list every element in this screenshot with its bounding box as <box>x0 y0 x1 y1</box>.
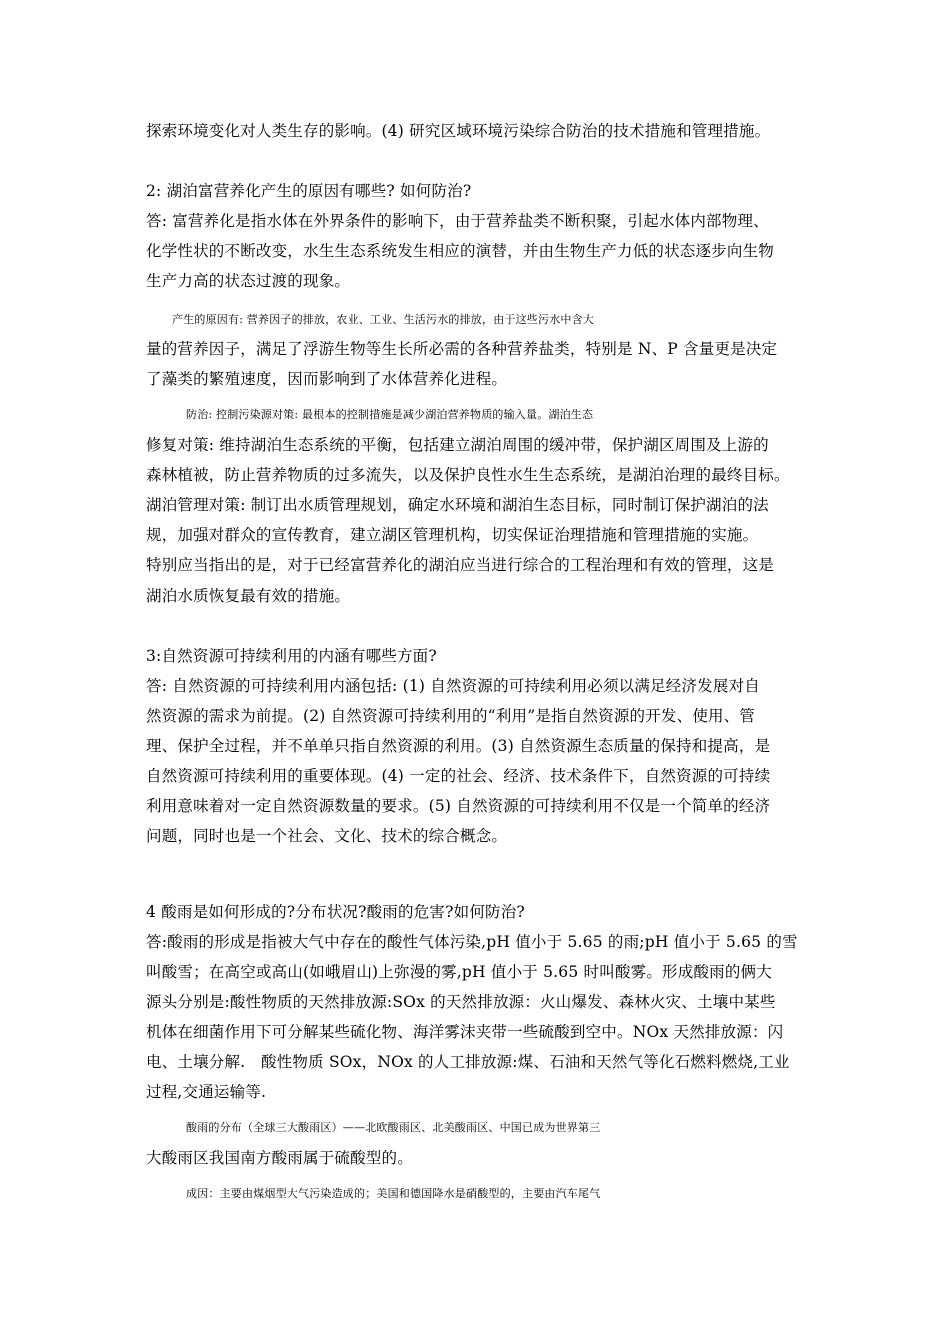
text-line: 湖泊管理对策: 制订出水质管理规划，确定水环境和湖泊生态目标，同时制订保护湖泊的法 <box>146 496 769 514</box>
text-line: 特别应当指出的是，对于已经富营养化的湖泊应当进行综合的工程治理和有效的管理，这是 <box>146 556 775 574</box>
question-heading: 3:自然资源可持续利用的内涵有哪些方面? <box>146 647 437 665</box>
text-line: 答: 自然资源的可持续利用内涵包括: (1) 自然资源的可持续利用必须以满足经济发展对自 <box>146 677 760 695</box>
text-line: 量的营养因子，满足了浮游生物等生长所必需的各种营养盐类，特别是 N、P 含量更是决定 <box>146 340 778 358</box>
text-line: 修复对策: 维持湖泊生态系统的平衡，包括建立湖泊周围的缓冲带，保护湖区周围及上游的 <box>146 436 769 454</box>
text-line: 答:酸雨的形成是指被大气中存在的酸性气体污染,pH 值小于 5.65 的雨;pH 值小于 5.65 的雪 <box>146 933 798 951</box>
text-line: 叫酸雪；在高空或高山(如峨眉山)上弥漫的雾,pH 值小于 5.65 时叫酸雾。形成酸雨的俩大 <box>146 963 772 981</box>
text-line: 生产力高的状态过渡的现象。 <box>146 272 351 290</box>
text-line: 源头分别是:酸性物质的天然排放源:SOx 的天然排放源：火山爆发、森林火灾、土壤中某些 <box>146 993 776 1011</box>
text-line: 然资源的需求为前提。(2) 自然资源可持续利用的“利用”是指自然资源的开发、使用、管 <box>146 707 756 725</box>
text-line: 酸雨的分布（全球三大酸雨区）——北欧酸雨区、北美酸雨区、中国已成为世界第三 <box>186 1121 601 1134</box>
text-line: 了藻类的繁殖速度，因而影响到了水体营养化进程。 <box>146 370 508 388</box>
text-line: 规，加强对群众的宣传教育，建立湖区管理机构，切实保证治理措施和管理措施的实施。 <box>146 526 759 544</box>
text-line: 化学性状的不断改变，水生生态系统发生相应的演替，并由生物生产力低的状态逐步向生物 <box>146 242 775 260</box>
text-line: 自然资源可持续利用的重要体现。(4) 一定的社会、经济、技术条件下，自然资源的可持续 <box>146 767 771 785</box>
text-line: 成因：主要由煤烟型大气污染造成的；美国和德国降水是硝酸型的，主要由汽车尾气 <box>186 1187 601 1200</box>
text-line: 湖泊水质恢复最有效的措施。 <box>146 587 351 605</box>
question-heading: 4 酸雨是如何形成的?分布状况?酸雨的危害?如何防治? <box>146 903 525 921</box>
text-line: 机体在细菌作用下可分解某些硫化物、海洋雾沫夹带一些硫酸到空中。NOx 天然排放源：闪 <box>146 1023 784 1041</box>
text-line: 大酸雨区我国南方酸雨属于硫酸型的。 <box>146 1149 413 1167</box>
text-line: 产生的原因有: 营养因子的排放，农业、工业、生活污水的排放，由于这些污水中含大 <box>172 313 594 326</box>
text-line: 电、土壤分解. 酸性物质 SOx，NOx 的人工排放源:煤、石油和天然气等化石燃料燃烧,工业 <box>146 1053 790 1071</box>
text-line: 问题，同时也是一个社会、文化、技术的综合概念。 <box>146 827 508 845</box>
text-line: 过程,交通运输等. <box>146 1083 267 1101</box>
text-line: 利用意味着对一定自然资源数量的要求。(5) 自然资源的可持续利用不仅是一个简单的经济 <box>146 797 771 815</box>
text-line: 理、保护全过程，并不单单只指自然资源的利用。(3) 自然资源生态质量的保持和提高，是 <box>146 737 771 755</box>
text-line: 防治: 控制污染源对策: 最根本的控制措施是减少湖泊营养物质的输入量。湖泊生态 <box>186 408 594 421</box>
text-line: 探索环境变化对人类生存的影响。(4) 研究区域环境污染综合防治的技术措施和管理措施。 <box>146 122 771 140</box>
text-line: 答: 富营养化是指水体在外界条件的影响下，由于营养盐类不断积聚，引起水体内部物理、 <box>146 212 769 230</box>
question-heading: 2: 湖泊富营养化产生的原因有哪些? 如何防治? <box>146 182 472 200</box>
text-line: 森林植被，防止营养物质的过多流失，以及保护良性水生生态系统，是湖泊治理的最终目标。 <box>146 466 790 484</box>
